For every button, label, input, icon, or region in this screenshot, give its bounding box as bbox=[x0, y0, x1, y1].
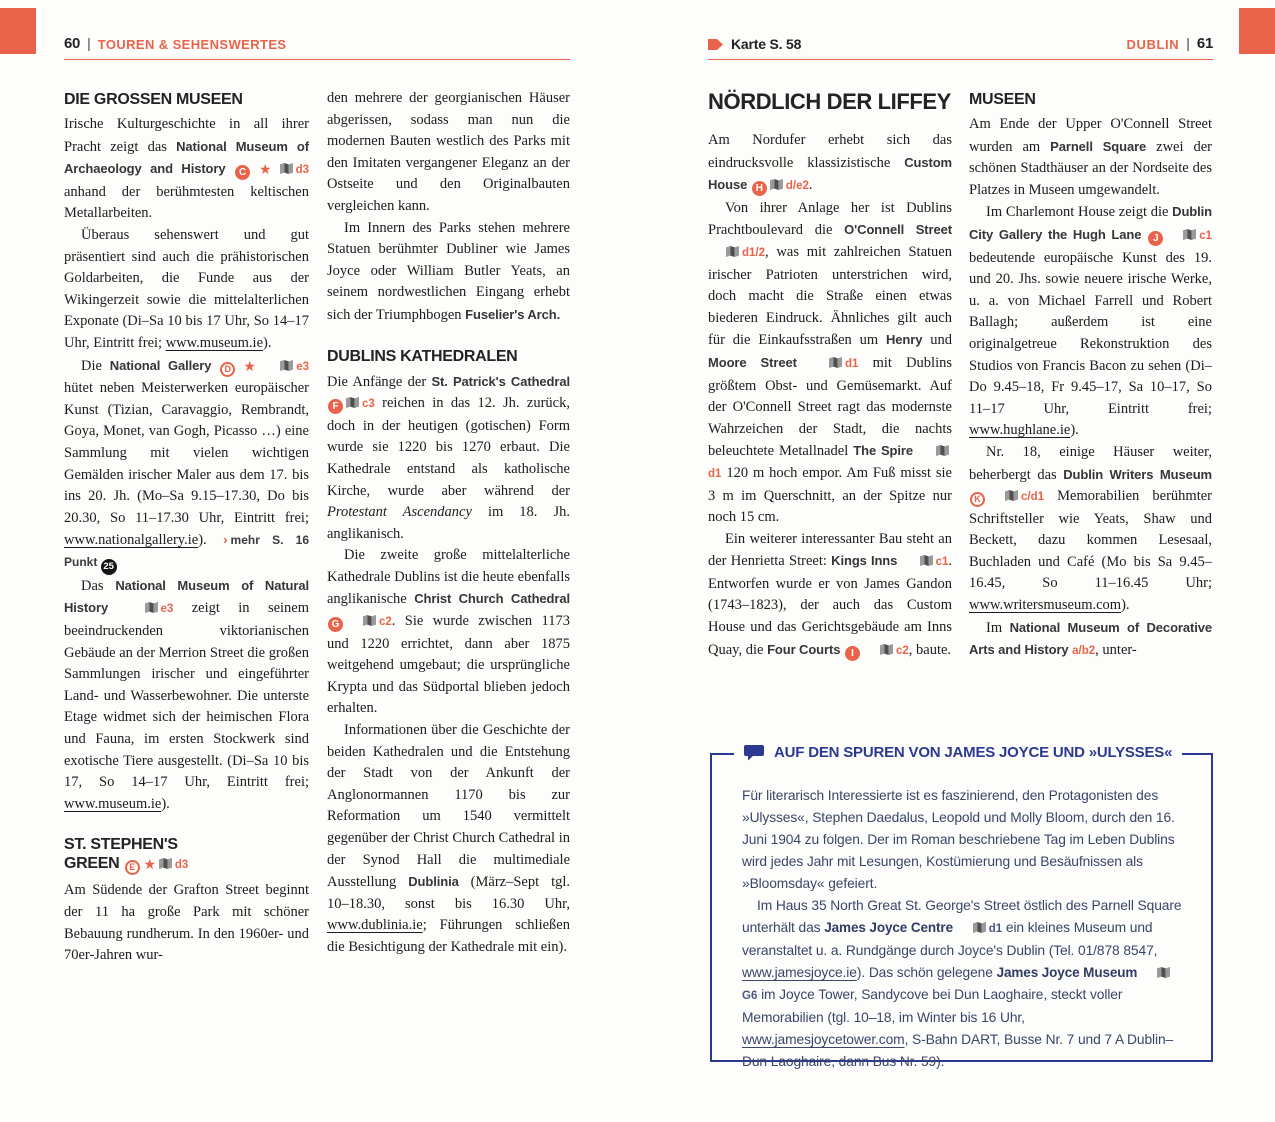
paragraph bbox=[64, 355, 309, 575]
place-name: Dublinia bbox=[408, 874, 459, 890]
text-run: Überaus sehenswert und gut präsentiert sind auch die prähistorischen Goldarbeiten, die Funde aus der Wikingerzeit sowie die mittelalterlichen Exponate (Di–Sa 10 bis 17 Uhr, So 14–17 Uhr, Eintritt frei; bbox=[64, 226, 309, 351]
map-grid-ref: c2 bbox=[895, 644, 909, 657]
place-name: James Joyce Centre bbox=[824, 920, 953, 935]
text-run: anhand der berühmtesten keltischen Metallarbeiten. bbox=[64, 183, 309, 222]
text-run: Am Südende der Grafton Street beginnt der 11 ha große Park mit schöner Bebauung rundherum. In den 1960er- und 70er-Jahren wur- bbox=[64, 882, 309, 964]
map-page-icon bbox=[958, 922, 986, 933]
map-page-icon bbox=[128, 602, 158, 613]
text-run: ST. STEPHEN'S bbox=[64, 836, 178, 854]
place-name: Dublin City Gallery the Hugh Lane bbox=[969, 204, 1212, 242]
map-page-icon bbox=[1166, 229, 1196, 240]
map-page-icon bbox=[280, 163, 293, 174]
paragraph bbox=[64, 225, 309, 355]
insider-tip-box bbox=[710, 744, 1213, 1069]
text-run bbox=[840, 642, 844, 658]
place-name: Henry bbox=[886, 332, 923, 348]
speech-bubble-icon bbox=[744, 745, 765, 761]
chapter-heading bbox=[708, 90, 952, 114]
paragraph bbox=[327, 545, 570, 720]
page-corner-tab-left bbox=[0, 8, 36, 54]
text-run: Die zweite große mittelalterliche Kathedrale Dublins ist die heute ebenfalls anglikanische bbox=[327, 547, 570, 608]
text-run: GREEN bbox=[64, 855, 124, 873]
text-run bbox=[226, 161, 235, 177]
map-page-icon bbox=[709, 246, 739, 257]
map-grid-ref: d1 bbox=[844, 357, 859, 370]
column-3 bbox=[708, 88, 952, 662]
text-run: Im Charlemont House zeigt die bbox=[986, 204, 1173, 221]
map-arrow-icon bbox=[708, 39, 723, 50]
map-grid-ref: d1/2 bbox=[742, 246, 766, 259]
place-name: National Museum of Decorative Arts and History bbox=[969, 619, 1212, 658]
paragraph bbox=[742, 895, 1185, 1073]
text-run: reichen in das 12. Jh. zurück, doch in der heutigen (gotischen) Form wurde sie 1220 bis 1270 erbaut. Die Kathedrale entstand als katholische Kirche, wurde aber während der bbox=[327, 395, 570, 499]
section-heading bbox=[64, 90, 309, 109]
text-run: DIE GROSSEN MUSEEN bbox=[64, 91, 243, 108]
paragraph bbox=[327, 720, 570, 959]
url-text: www.museum.ie bbox=[64, 795, 162, 812]
url-text: www.hughlane.ie bbox=[969, 422, 1071, 439]
header-separator: | bbox=[1186, 35, 1190, 51]
text-run: zeigt in seinem beeindruckenden viktorianischen Gebäude an der Merrion Street die großen Sammlungen irischer und eingeführter Land- und Wasserbewohner. Die unterste Etage widmet sich der heimischen Flora und Fauna, im ersten Stockwerk sind exotische Tiere ausgestellt. (Di–Sa 10 bis 17, So 14–17 Uhr, Eintritt frei; bbox=[64, 600, 310, 791]
more-reference: mehr S. 16 Punkt bbox=[64, 533, 309, 569]
map-grid-ref: c2 bbox=[379, 616, 392, 629]
highlight-star-icon: ★ bbox=[143, 857, 156, 874]
text-run: . Sie wurde zwischen 1173 und 1220 errichtet, dann aber 1875 weitgehend umgebaut; die ursprüngliche Krypta und das Südportal blieben jedoch erhalten. bbox=[327, 613, 570, 717]
text-run: Die Anfänge der bbox=[327, 373, 432, 390]
map-marker-letter-k: K bbox=[970, 492, 985, 507]
map-grid-ref: G6 bbox=[742, 990, 758, 1002]
map-page-icon bbox=[770, 179, 783, 190]
text-run: . Entworfen wurde er von James Gandon (1743–1823), der auch das Custom House und das Gerichtsgebäude am Inns Quay, die bbox=[708, 553, 953, 658]
map-grid-ref: e3 bbox=[296, 360, 309, 373]
map-grid-ref: a/b2 bbox=[1072, 645, 1096, 658]
map-marker-letter-e: E bbox=[125, 860, 140, 875]
page-number-right: 61 bbox=[1196, 35, 1213, 52]
text-run bbox=[797, 355, 811, 371]
paragraph bbox=[969, 617, 1212, 663]
text-run bbox=[747, 177, 751, 193]
text-run: 120 m hoch empor. Am Fuß misst sie 3 m im Querschnitt, an der Spitze nur noch 15 cm. bbox=[708, 464, 952, 526]
page-number-left: 60 bbox=[64, 35, 81, 52]
map-marker-letter-d: D bbox=[220, 362, 235, 377]
header-separator: | bbox=[87, 35, 91, 51]
reference-point-badge: 25 bbox=[101, 559, 117, 575]
section-heading bbox=[64, 835, 309, 875]
paragraph bbox=[64, 114, 309, 225]
map-page-icon bbox=[346, 397, 359, 408]
paragraph bbox=[708, 130, 952, 198]
text-run bbox=[1141, 227, 1147, 243]
url-text: www.nationalgallery.ie bbox=[64, 532, 199, 549]
text-run: Im Haus 35 North Great St. George's Street östlich des Parnell Square unterhält das bbox=[742, 898, 1182, 935]
paragraph bbox=[64, 575, 309, 816]
map-marker-letter-f: F bbox=[328, 399, 343, 414]
place-name: The Spire bbox=[853, 443, 913, 459]
text-run: Nr. 18, einige Häuser weiter, beherbergt das bbox=[969, 443, 1212, 483]
text-run: , unter- bbox=[1095, 642, 1137, 659]
text-run bbox=[211, 358, 219, 374]
place-name: St. Patrick's Cathedral bbox=[431, 373, 570, 389]
paragraph bbox=[327, 88, 570, 218]
text-run: , was mit zahlreichen Statuen irischer Patrioten unterstrichen wird, doch macht die Straße einen etwas biederen Eindruck. Ähnliches gilt auch für die Einkaufsstraßen um bbox=[708, 243, 952, 349]
map-page-icon bbox=[159, 858, 172, 869]
text-run bbox=[913, 443, 918, 459]
map-page-icon bbox=[988, 490, 1018, 501]
text-run: Am Ende der Upper O'Connell Street wurden am bbox=[969, 116, 1212, 155]
text-run: Informationen über die Geschichte der beiden Kathedralen und die Entstehung der Stadt von der Ankunft der Anglonormannen 1170 bis zur Reformation um 1540 vermittelt gegenüber der Christ Church Cathedral in der Synod Hall die multimediale Ausstellung bbox=[327, 722, 570, 891]
text-run bbox=[897, 553, 901, 569]
highlight-star-icon: ★ bbox=[254, 162, 277, 179]
place-name: Four Courts bbox=[767, 641, 841, 657]
map-page-icon bbox=[263, 360, 293, 371]
page-header-left bbox=[64, 30, 570, 60]
text-run: Im bbox=[986, 619, 1010, 636]
map-page-icon bbox=[1142, 967, 1170, 978]
url-text: www.museum.ie bbox=[165, 334, 264, 351]
place-name: Fuselier's Arch. bbox=[465, 306, 561, 322]
text-run: MUSEEN bbox=[969, 91, 1036, 108]
map-grid-ref: d1 bbox=[708, 467, 722, 480]
highlight-star-icon: ★ bbox=[239, 358, 261, 375]
text-run: ; Führungen schließen die Besichtigung der Kathedrale mit ein). bbox=[327, 917, 570, 955]
map-marker-letter-c: C bbox=[235, 165, 250, 180]
text-run: ). bbox=[263, 334, 272, 351]
text-run bbox=[953, 920, 957, 935]
page-header-right bbox=[708, 30, 1213, 60]
italic-term: Protestant Ascendancy bbox=[327, 504, 472, 521]
paragraph bbox=[327, 371, 570, 546]
section-heading bbox=[969, 90, 1212, 109]
text-run: zwei der schönen Stadthäuser an der Nordseite des Platzes in Museen umgewandelt. bbox=[969, 138, 1213, 198]
place-name: Parnell Square bbox=[1050, 138, 1147, 154]
paragraph bbox=[969, 114, 1212, 201]
text-run: Am Nordufer erhebt sich das eindrucksvolle klassizistische bbox=[708, 132, 952, 171]
tip-box-body bbox=[712, 755, 1211, 1073]
text-run: und bbox=[922, 332, 952, 349]
text-run: im Joyce Tower, Sandycove bei Dun Laoghaire, steckt voller Memorabilien (tgl. 10–18, im Winter bis 16 Uhr, bbox=[742, 987, 1123, 1025]
text-run: , baute. bbox=[908, 641, 952, 658]
paragraph bbox=[708, 198, 952, 529]
text-run: Irische Kulturgeschichte in all ihrer Pracht zeigt das bbox=[64, 116, 309, 155]
text-run: ). Das schön gelegene bbox=[856, 965, 997, 980]
map-grid-ref: d/e2 bbox=[785, 180, 809, 193]
paragraph bbox=[969, 442, 1212, 617]
url-text: www.dublinia.ie bbox=[327, 917, 423, 934]
page-corner-tab-right bbox=[1239, 8, 1275, 54]
text-run bbox=[1137, 965, 1141, 980]
text-run: NÖRDLICH DER LIFFEY bbox=[708, 89, 951, 114]
column-1 bbox=[64, 88, 309, 967]
text-run: hütet neben Meisterwerken europäischer Kunst (Tizian, Caravaggio, Rembrandt, Goya, Monet, van Gogh, Picasso …) eine Sammlung mit vielen wichtigen Gemälden irischer Maler aus dem 17. bis ins 20. Jh. (Mo–Sa 9.15–17.30, Do bis 20.30, So 11–17.30 Uhr, Eintritt frei; bbox=[64, 380, 309, 526]
text-run: Für literarisch Interessierte ist es faszinierend, den Protagonisten des »Ulysses«, Stephen Daedalus, Leopold und Molly Bloom, durch den 16. Juni 1904 zu folgen. Der im Roman beschriebene Tag im Leben Dublins wird jedes Jahr mit Lesungen, Kostümierung und Besäufnissen als »Bloomsday« gefeiert. bbox=[742, 788, 1175, 891]
map-page-icon bbox=[919, 445, 949, 456]
map-grid-ref: c/d1 bbox=[1021, 491, 1045, 504]
text-run: Von ihrer Anlage her ist Dublins Prachtboulevard die bbox=[708, 199, 952, 239]
paragraph bbox=[742, 785, 1185, 895]
tip-box-title bbox=[734, 744, 1182, 761]
url-text: www.writersmuseum.com bbox=[969, 597, 1122, 614]
paragraph bbox=[64, 880, 309, 966]
map-page-icon bbox=[903, 555, 933, 566]
text-run: , S-Bahn DART, Busse Nr. 7 und 7 A Dublin–Dun Laoghaire, dann Bus Nr. 59). bbox=[742, 1032, 1174, 1069]
paragraph bbox=[327, 218, 570, 327]
text-run bbox=[108, 600, 126, 616]
tip-box-title-text: AUF DEN SPUREN VON JAMES JOYCE UND »ULYSSES« bbox=[774, 744, 1173, 761]
text-run: mit Dublins größtem Obst- und Gemüsemarkt. Auf der O'Connell Street ragt das modernste Wahrzeichen der Stadt, die nachts beleuchtete Metallnadel bbox=[708, 354, 952, 460]
text-run: im 18. Jh. anglikanisch. bbox=[327, 504, 570, 542]
map-grid-ref: e3 bbox=[160, 603, 174, 616]
text-run: ). bbox=[161, 795, 170, 812]
place-name: Dublin Writers Museum bbox=[1063, 466, 1212, 482]
paragraph bbox=[969, 201, 1212, 442]
place-name: James Joyce Museum bbox=[996, 965, 1138, 980]
chapter-name: DUBLIN bbox=[1126, 37, 1180, 52]
place-name: National Museum of Natural History bbox=[64, 577, 309, 616]
map-grid-ref: d3 bbox=[295, 164, 309, 177]
text-run: (März–Sept tgl. 10–18.30, sonst bis 16.30 Uhr, bbox=[327, 874, 570, 912]
place-name: Custom House bbox=[708, 154, 952, 193]
place-name: Kings Inns bbox=[831, 553, 898, 569]
map-marker-letter-i: I bbox=[845, 646, 860, 661]
text-run: Das bbox=[81, 577, 116, 594]
text-run: ). bbox=[198, 532, 220, 549]
map-marker-letter-g: G bbox=[328, 617, 343, 632]
paragraph bbox=[708, 529, 952, 663]
map-page-icon bbox=[346, 615, 376, 626]
place-name: National Museum of Archaeology and History bbox=[64, 138, 309, 177]
place-name: Moore Street bbox=[708, 354, 797, 370]
text-run: Im Innern des Parks stehen mehrere Statuen berühmter Dubliner wie James Joyce oder William Butler Yeats, an seinem nordwestlichen Eingang erhebt sich der Triumphbogen bbox=[327, 219, 570, 323]
place-name: O'Connell Street bbox=[844, 222, 952, 238]
column-2 bbox=[327, 88, 570, 959]
map-grid-ref: d1 bbox=[988, 923, 1003, 935]
map-marker-letter-h: H bbox=[752, 181, 767, 196]
text-run: . bbox=[808, 177, 813, 194]
text-run: Ein weiterer interessanter Bau steht an der Henrietta Street: bbox=[708, 530, 952, 570]
text-run: Memorabilien berühmter Schriftsteller wie Yeats, Shaw und Beckett, dazu kommen Lesesaal, Buchladen und Café (Mo bis Sa 9.45–16.45, So 11–16.45 Uhr; bbox=[969, 488, 1212, 592]
text-run: Die bbox=[81, 357, 110, 374]
section-title: TOUREN & SEHENSWERTES bbox=[97, 37, 287, 52]
text-run: ). bbox=[1121, 597, 1130, 614]
map-grid-ref: c1 bbox=[935, 556, 949, 569]
section-heading bbox=[327, 347, 570, 366]
text-run: ). bbox=[1070, 422, 1079, 439]
map-reference: Karte S. 58 bbox=[731, 36, 802, 52]
text-run: DUBLINS KATHEDRALEN bbox=[327, 347, 518, 365]
text-run: den mehrere der georgianischen Häuser abgerissen, sodass man nun die modernen Bauten westlich des Parks mit den Imitaten vergangener Eleganz an der Ostseite und den Originalbauten vergleichen kann. bbox=[327, 90, 570, 214]
map-page-icon bbox=[812, 357, 842, 368]
column-4 bbox=[969, 88, 1212, 663]
map-grid-ref: d3 bbox=[174, 859, 189, 872]
map-grid-ref: c1 bbox=[1199, 229, 1213, 242]
url-text: www.jamesjoyce.ie bbox=[742, 965, 857, 980]
text-run: ein kleines Museum und veranstaltet u. a. Rundgänge durch Joyce's Dublin (Tel. 01/878 8547, bbox=[742, 920, 1158, 958]
place-name: National Gallery bbox=[109, 357, 212, 373]
map-page-icon bbox=[863, 644, 893, 655]
more-chevron-icon: › bbox=[223, 532, 228, 548]
text-run: bedeutende europäische Kunst des 19. und 20. Jhs. sowie neuere irische Werke, u. a. von Michael Farrell und Robert Ballagh; außerdem ist eine originalgetreue Rekonstruktion des Studios von Francis Bacon zu sehen (Di–Do 9.45–18, Fr 9.45–17, Sa 10–17, So 11–17 Uhr, Eintritt frei; bbox=[969, 249, 1212, 417]
page-header-right-group bbox=[1127, 35, 1213, 52]
map-marker-letter-j: J bbox=[1148, 231, 1163, 246]
place-name: Christ Church Cathedral bbox=[414, 591, 570, 607]
map-grid-ref: c3 bbox=[362, 398, 375, 411]
url-text: www.jamesjoycetower.com bbox=[742, 1032, 905, 1047]
